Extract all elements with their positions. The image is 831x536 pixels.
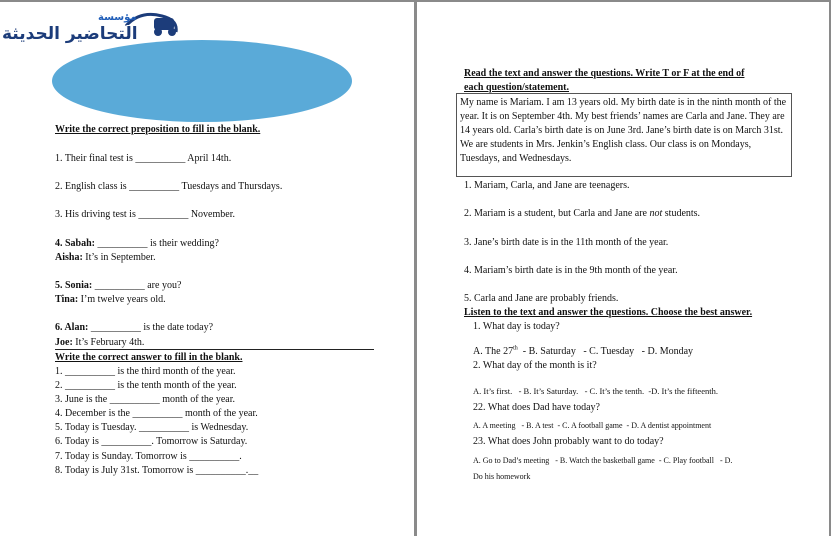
tf-statement-2 <box>464 208 700 220</box>
speaker-joe: Joe: <box>55 337 73 348</box>
section2-header: Write the correct answer to fill in the blank. <box>55 352 243 363</box>
prep-question-5 <box>55 280 181 292</box>
answer-item-2: 2. __________ is the tenth month of the year. <box>55 380 237 391</box>
prep-answer-5-text: I’m twelve years old. <box>78 294 166 305</box>
option-1a-sup: th <box>513 345 518 352</box>
speaker-sabah: 4. Sabah: <box>55 238 96 249</box>
logo-title: التحاضير الحديثة <box>2 24 138 44</box>
decorative-ellipse <box>52 40 352 122</box>
prep-question-4 <box>55 238 219 250</box>
prep-question-1: 1. Their final test is __________ April 14th. <box>55 153 232 164</box>
speaker-sonia: 5. Sonia: <box>55 280 93 291</box>
listening-question-23: 23. What does John probably want to do today? <box>473 436 664 447</box>
tf-statement-2-emphasis: not <box>649 208 663 219</box>
answer-item-7: 7. Today is Sunday. Tomorrow is __________. <box>55 451 242 462</box>
worksheet-page-right <box>417 2 829 536</box>
prep-answer-6-text: It’s February 4th. <box>72 337 145 348</box>
section1-header: Write the correct preposition to fill in the blank. <box>55 124 261 135</box>
answer-item-8: 8. Today is July 31st. Tomorrow is __________.__ <box>55 465 259 476</box>
speaker-tina: Tina: <box>55 294 79 305</box>
prep-question-5-text: __________ are you? <box>92 280 182 291</box>
tf-statement-4: 4. Mariam’s birth date is in the 9th month of the year. <box>464 265 678 276</box>
option-1a: A. The 27 <box>473 346 514 357</box>
listening-options-1 <box>473 346 693 358</box>
prep-question-6 <box>55 322 213 334</box>
prep-question-6-text: __________ is the date today? <box>88 322 214 333</box>
prep-question-2: 2. English class is __________ Tuesdays and Thursdays. <box>55 181 283 192</box>
reading-header-line2: each question/statement. <box>464 82 569 93</box>
prep-answer-4 <box>55 252 156 264</box>
listening-question-22: 22. What does Dad have today? <box>473 402 600 413</box>
speaker-aisha: Aisha: <box>55 252 83 263</box>
listening-question-1: 1. What day is today? <box>473 321 560 332</box>
prep-question-4-text: __________ is their wedding? <box>95 238 219 249</box>
listening-options-22: A. A meeting - B. A test - C. A football game - D. A dentist appointment <box>473 421 712 430</box>
options-1-rest: - B. Saturday - C. Tuesday - D. Monday <box>517 346 694 357</box>
listening-options-23-line2: Do his homework <box>473 472 531 481</box>
reading-header-line1: Read the text and answer the questions. Write T or F at the end of <box>464 68 745 79</box>
prep-answer-4-text: It’s in September. <box>82 252 156 263</box>
tf-statement-2-post: students. <box>662 208 701 219</box>
listening-options-2: A. It’s first. - B. It’s Saturday. - C. It’s the tenth. -D. It’s the fifteenth. <box>473 386 718 396</box>
listening-question-2: 2. What day of the month is it? <box>473 360 597 371</box>
prep-question-3: 3. His driving test is __________ November. <box>55 209 235 220</box>
answer-item-1: 1. __________ is the third month of the year. <box>55 366 236 377</box>
tf-statement-1: 1. Mariam, Carla, and Jane are teenagers. <box>464 180 630 191</box>
tf-statement-5: 5. Carla and Jane are probably friends. <box>464 293 619 304</box>
listening-options-23-line1: A. Go to Dad’s meeting - B. Watch the basketball game - C. Play football - D. <box>473 456 733 465</box>
prep-answer-5 <box>55 294 166 306</box>
answer-item-5: 5. Today is Tuesday. __________ is Wednesday. <box>55 422 249 433</box>
tf-statement-3: 3. Jane’s birth date is in the 11th month of the year. <box>464 237 669 248</box>
answer-item-3: 3. June is the __________ month of the year. <box>55 394 235 405</box>
divider-rule <box>55 349 374 350</box>
listening-header: Listen to the text and answer the questions. Choose the best answer. <box>464 307 753 318</box>
answer-item-6: 6. Today is __________. Tomorrow is Saturday. <box>55 436 248 447</box>
tf-statement-2-pre: 2. Mariam is a student, but Carla and Jane are <box>464 208 650 219</box>
logo-subtitle: مؤسسة <box>98 12 137 23</box>
prep-answer-6 <box>55 337 144 349</box>
reading-passage: My name is Mariam. I am 13 years old. My birth date is in the ninth month of the year. It is on September 4th. My best friends’ names are Carla and Jane. They are 14 years old. Carla’s birth date is on June 3rd. Jane’s birth date is on March 31st. We are students in Mrs. Jenkin’s English class. Our class is on Mondays, Tuesdays, and Wednesdays. <box>456 93 792 177</box>
worksheet-page-left <box>0 2 414 536</box>
answer-item-4: 4. December is the __________ month of the year. <box>55 408 258 419</box>
speaker-alan: 6. Alan: <box>55 322 89 333</box>
